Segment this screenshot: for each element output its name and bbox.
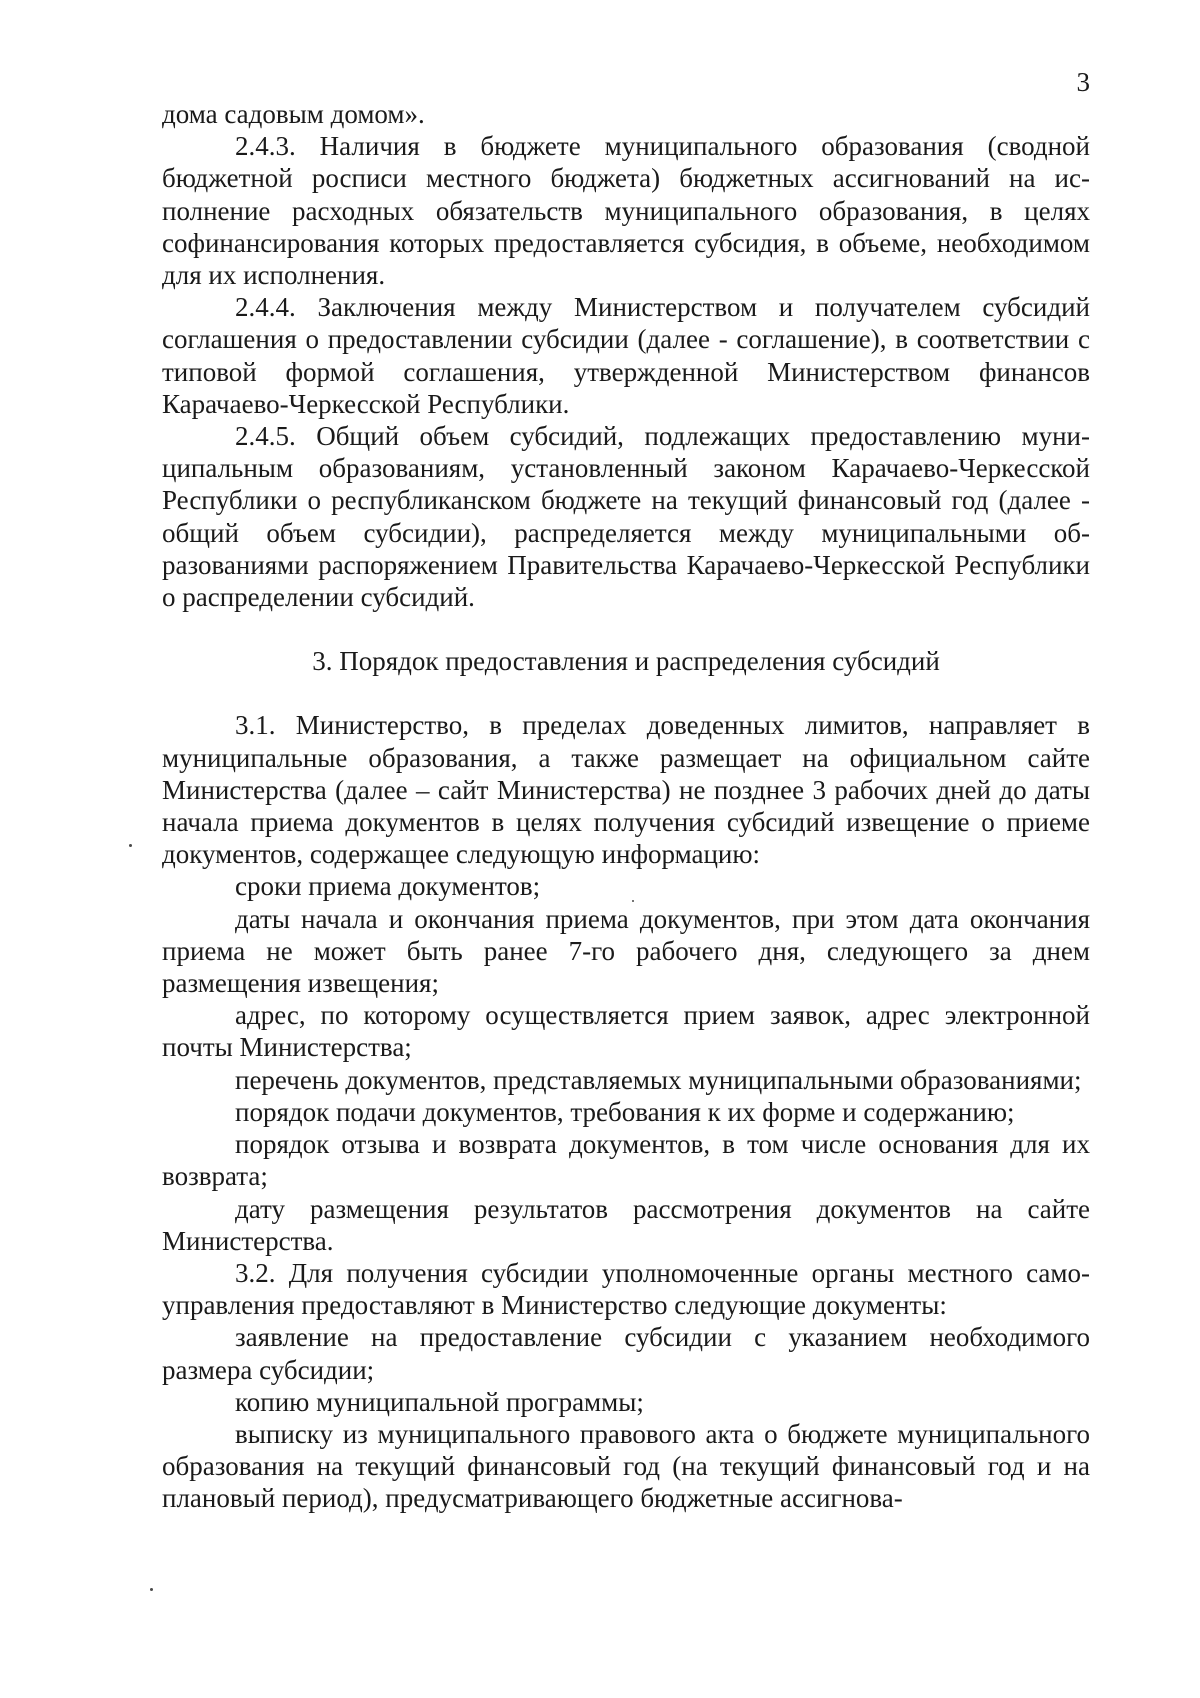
- list-item-withdrawal-procedure: порядок отзыва и возврата документов, в том числе основания для их возврата;: [162, 1129, 1090, 1192]
- scan-speck: [129, 844, 132, 847]
- paragraph-2-4-5: 2.4.5. Общий объем субсидий, подлежащих предоставлению муниципальным образованиям, установленный законом Карачаево-Черкесской Республики о республиканском бюджете на текущий финансовый год (далее - общий объем субсидии), распределяется между муниципальными образованиями распоряжением Правительства Карачаево-Черкесской Республики о распределении субсидий.: [162, 421, 1090, 613]
- list-item-dates: даты начала и окончания приема документов, при этом дата окончания приема не может быть ранее 7-го рабочего дня, следующего за днем размещения извещения;: [162, 903, 1090, 999]
- list-item-application: заявление на предоставление субсидии с указанием необходимого размера субсидии;: [162, 1322, 1090, 1385]
- paragraph-3-2: 3.2. Для получения субсидии уполномоченные органы местного самоуправления предоставляют в Министерство следующие документы:: [162, 1257, 1090, 1321]
- list-item-results-date: дату размещения результатов рассмотрения документов на сайте Министерства.: [162, 1193, 1090, 1256]
- paragraph-3-1: 3.1. Министерство, в пределах доведенных лимитов, направляет в муниципальные образования, а также размещает на официальном сайте Министерства (далее – сайт Министерства) не позднее 3 рабочих дней до даты начала приема документов в целях получения субсидий извещение о приеме документов, содержащее следующую информацию:: [162, 710, 1090, 870]
- document-body: [162, 98, 1090, 1515]
- scan-speck: [632, 900, 634, 902]
- list-item-budget-extract: выписку из муниципального правового акта о бюджете муниципального образования на текущий финансовый год (на текущий финансовый год и на плановый период), предусматривающего бюджетные ассигнова-: [162, 1418, 1090, 1514]
- list-item-deadlines: сроки приема документов;: [235, 871, 541, 902]
- list-item-program-copy: копию муниципальной программы;: [235, 1386, 644, 1417]
- section-heading: 3. Порядок предоставления и распределения субсидий: [312, 646, 940, 677]
- paragraph-2-4-3: 2.4.3. Наличия в бюджете муниципального образования (сводной бюджетной росписи местного бюджета) бюджетных ассигнований на исполнение расходных обязательств муниципального образования, в целях софинансирования которых предоставляется субсидия, в объеме, необходимом для их исполнения.: [162, 131, 1090, 291]
- paragraph-2-4-4: 2.4.4. Заключения между Министерством и получателем субсидий соглашения о предоставлении субсидии (далее - соглашение), в соответствии с типовой формой соглашения, утвержденной Министерством финансов Карачаево-Черкесской Республики.: [162, 292, 1090, 419]
- page-number: 3: [1076, 67, 1090, 97]
- paragraph-continuation: дома садовым домом».: [162, 99, 425, 129]
- list-item-address: адрес, по которому осуществляется прием заявок, адрес электронной почты Министерства;: [162, 1000, 1090, 1063]
- list-item-submission-procedure: порядок подачи документов, требования к их форме и содержанию;: [235, 1096, 1015, 1127]
- scan-speck: [150, 1588, 153, 1591]
- list-item-document-list: перечень документов, представляемых муниципальными образованиями;: [235, 1064, 1082, 1095]
